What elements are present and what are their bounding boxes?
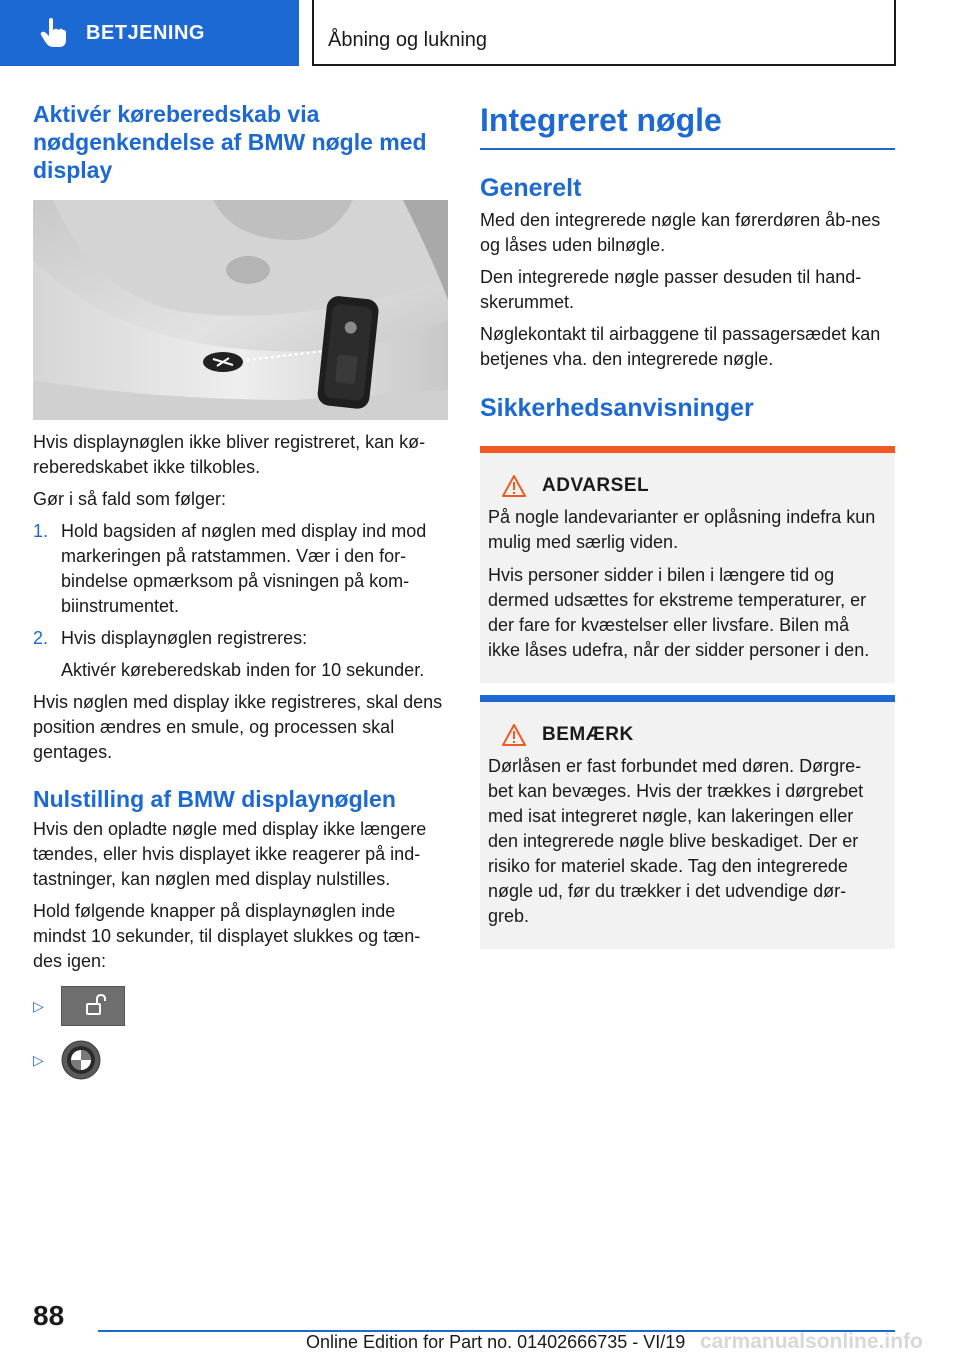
step2-subtext: Aktivér køreberedskab inden for 10 sekunder. — [61, 660, 425, 680]
unlock-button-icon — [61, 986, 125, 1026]
bmw-logo-icon — [61, 1040, 101, 1080]
step-number: 2. — [33, 628, 49, 648]
step-text: Hold bagsiden af nøglen med display ind mod markeringen på ratstammen. Vær i den for-bindelse opmærksom på visningen på kom-biinstrumentet. — [61, 521, 427, 616]
warning-title-row — [488, 475, 885, 497]
footer-edition: Online Edition for Part no. 01402666735 - VI/19 — [306, 1332, 686, 1352]
left-column — [33, 100, 448, 1080]
steps-list — [33, 519, 448, 651]
paragraph-not-registered: Hvis displaynøglen ikke bliver registreret, kan kø-reberedskabet ikke tilkobles. — [33, 432, 426, 477]
bullet-marker: ▷ — [33, 997, 44, 1014]
heading-general: Generelt — [480, 174, 582, 202]
warning-paragraph-1: På nogle landevarianter er oplåsning indefra kun mulig med særlig viden. — [488, 507, 876, 552]
list-item — [33, 986, 448, 1026]
warning-triangle-icon — [502, 724, 526, 746]
chapter-title: Åbning og lukning — [328, 29, 488, 51]
warning-triangle-icon — [502, 475, 526, 497]
right-column — [480, 100, 895, 949]
paragraph-hold-buttons: Hold følgende knapper på displaynøglen inde mindst 10 sekunder, til displayet slukkes og tæn-des igen: — [33, 901, 421, 971]
step-number: 1. — [33, 521, 49, 541]
warning-paragraph-2: Hvis personer sidder i bilen i længere tid og dermed udsættes for ekstreme temperaturer, er der fare for kvæstelser eller livsfare. Bilen må ikke låses udefra, når der sidder personer i den. — [488, 565, 870, 660]
paragraph-not-recognized: Hvis nøglen med display ikke registreres, skal dens position ændres en smule, og processen skal gentages. — [33, 692, 443, 762]
list-item — [33, 626, 448, 651]
paragraph-reset-intro: Hvis den opladte nøgle med display ikke længere tændes, eller hvis displayet ikke reagerer på ind-tastninger, kan nøglen med display nulstilles. — [33, 819, 427, 889]
step-text: Hvis displaynøglen registreres: — [61, 628, 308, 648]
heading-safety-notes: Sikkerhedsanvisninger — [480, 394, 754, 422]
warning-bar — [480, 446, 895, 453]
warning-title: ADVARSEL — [542, 475, 650, 496]
paragraph-airbag-switch: Nøglekontakt til airbaggene til passagersædet kan betjenes vha. den integrerede nøgle. — [480, 324, 881, 369]
bullet-marker: ▷ — [33, 1051, 44, 1068]
section-tab[interactable] — [0, 0, 299, 66]
warning-box — [480, 446, 895, 683]
page-number: 88 — [33, 1300, 65, 1331]
note-title-row — [488, 724, 885, 746]
watermark: carmanualsonline.info — [700, 1330, 923, 1353]
heading-rule — [480, 148, 895, 150]
note-paragraph: Dørlåsen er fast forbundet med døren. Dørgre-bet kan bevæges. Hvis der trækkes i dørgrebet med isat integreret nøgle, kan lakeringen eller den integrerede nøgle blive beskadiget. Der er risiko for materiel skade. Tag den integrerede nøgle ud, før du trækker i det udvendige dør-greb. — [488, 756, 864, 926]
hand-pointer-icon — [40, 18, 68, 48]
heading-emergency-recognition: Aktivér køreberedskab via nødgenkendelse af BMW nøgle med display — [33, 101, 427, 183]
page-header — [0, 0, 960, 66]
note-box — [480, 695, 895, 949]
paragraph-do-as-follows: Gør i så fald som følger: — [33, 489, 227, 509]
section-label: BETJENING — [86, 21, 205, 44]
heading-integrated-key: Integreret nøgle — [480, 102, 722, 138]
list-item — [33, 1040, 448, 1080]
chapter-header — [312, 0, 896, 66]
paragraph-integrated-key-doors: Med den integrerede nøgle kan førerdøren åb-nes og låses uden bilnøgle. — [480, 210, 881, 255]
paragraph-glovebox: Den integrerede nøgle passer desuden til hand-skerummet. — [480, 267, 862, 312]
list-item — [33, 519, 448, 619]
heading-reset-display-key: Nulstilling af BMW displaynøglen — [33, 786, 396, 812]
note-title: BEMÆRK — [542, 724, 634, 745]
note-bar — [480, 695, 895, 702]
key-on-steering-column-photo — [33, 200, 448, 420]
